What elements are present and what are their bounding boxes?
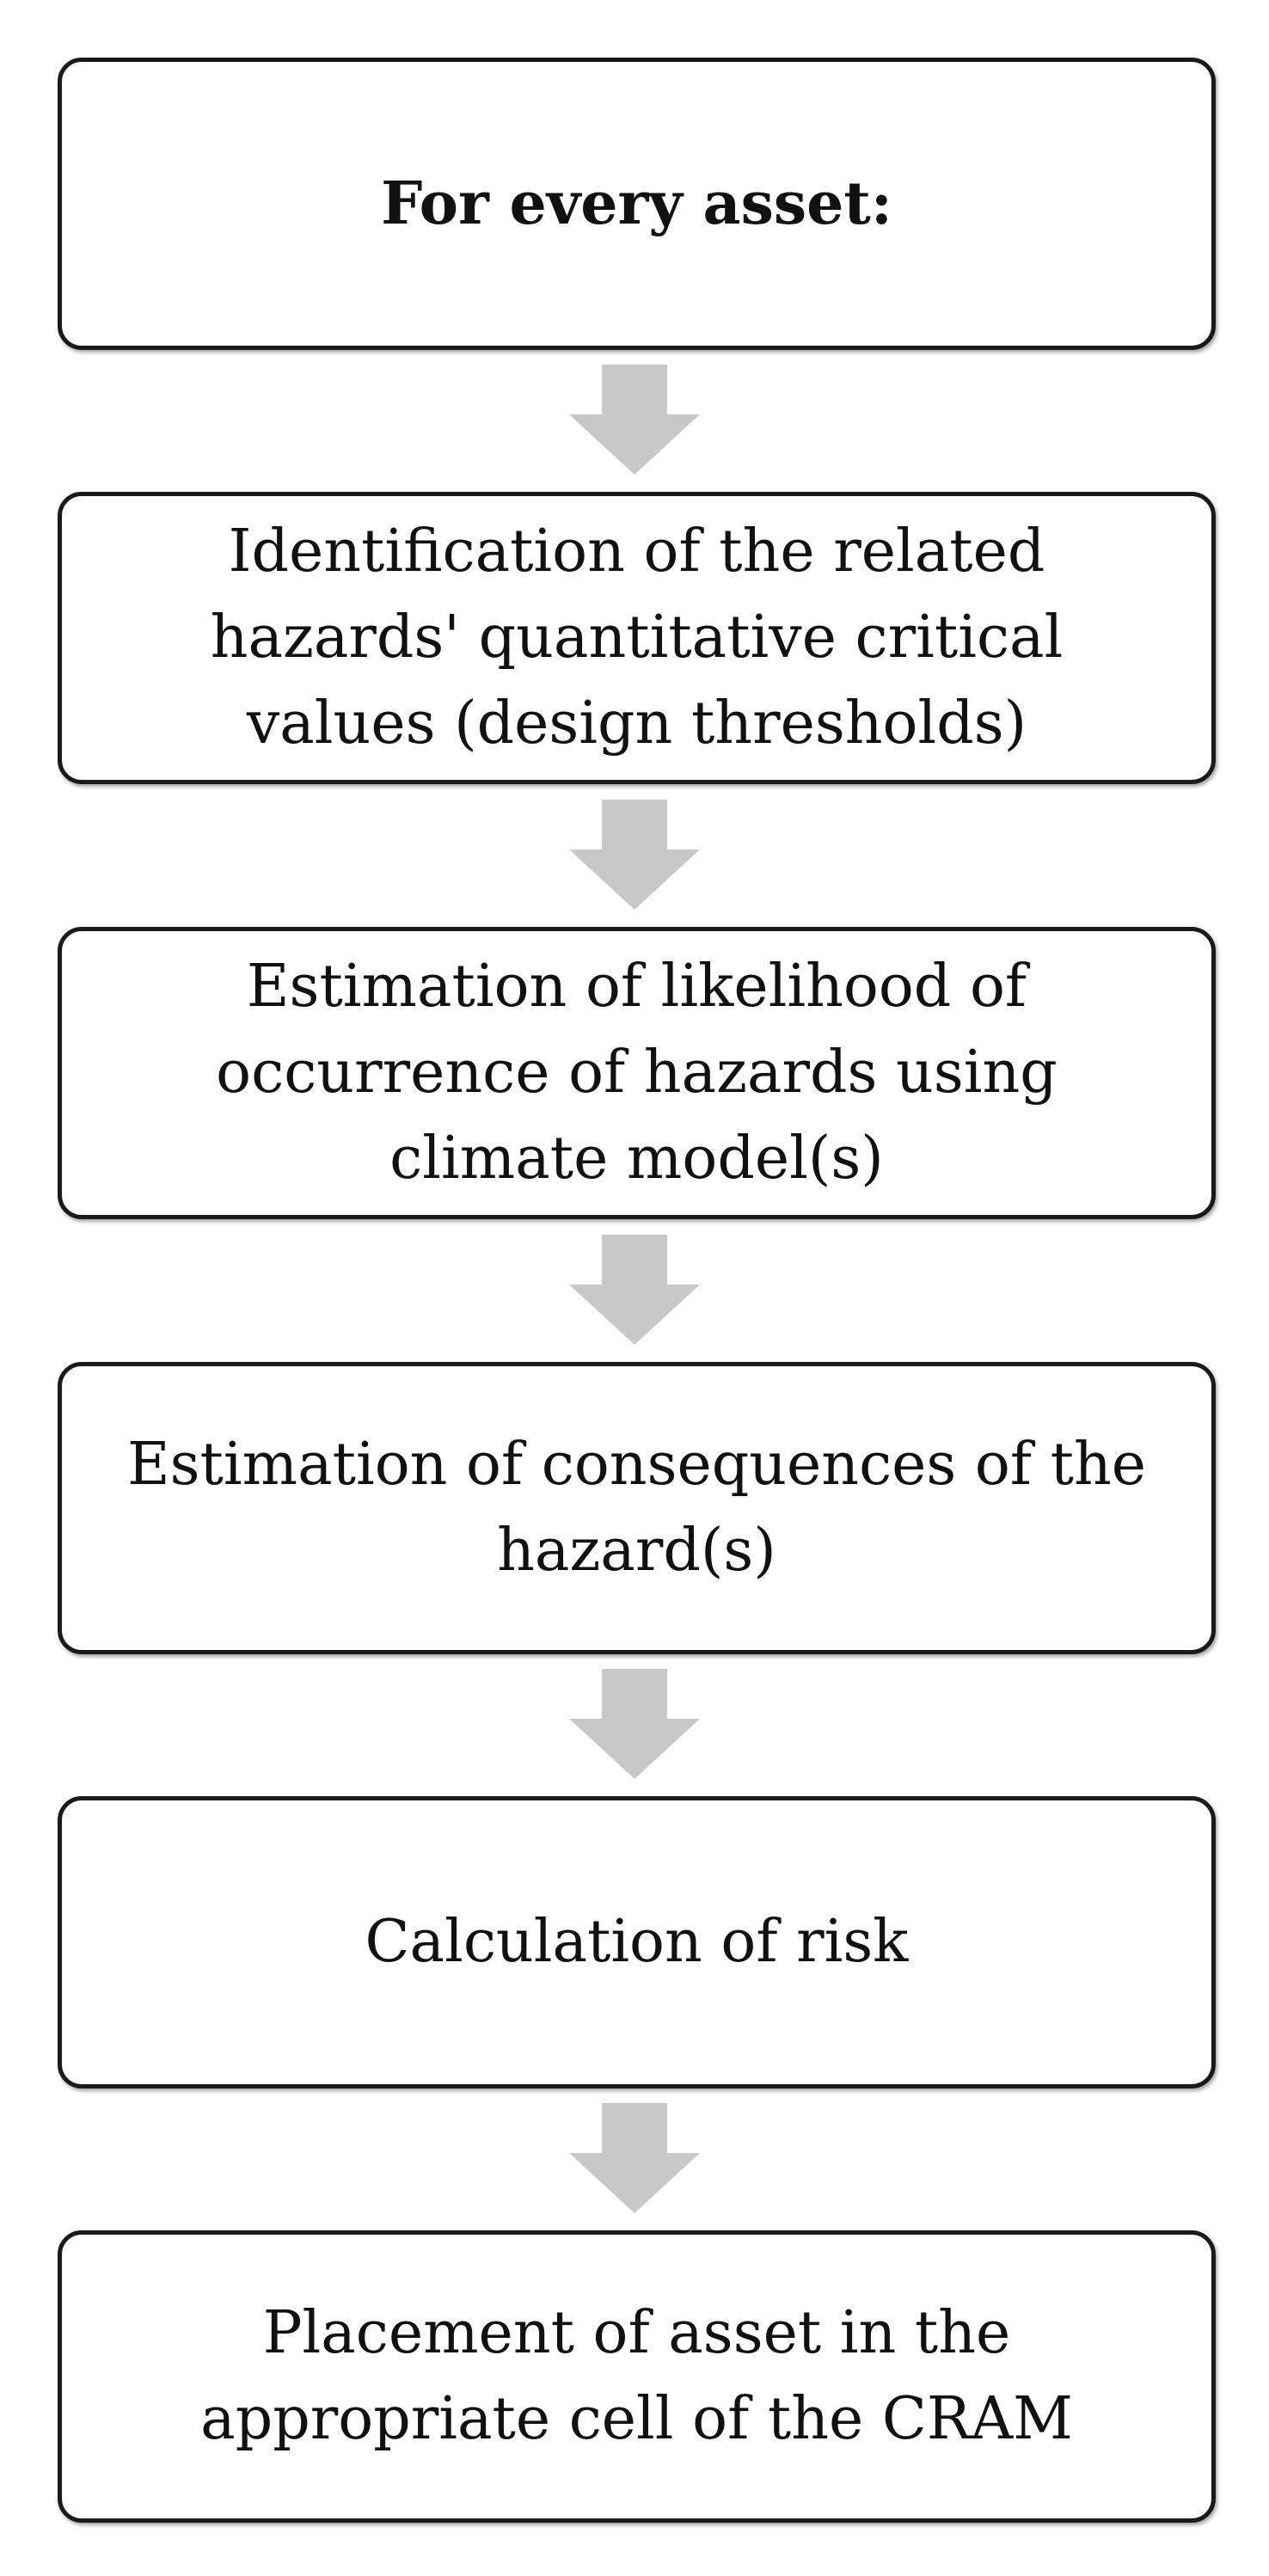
down-arrow-icon [569, 1235, 700, 1345]
step-box-risk-calculation [58, 1796, 1216, 2088]
step-box-identification [58, 492, 1216, 784]
step-label-for-every-asset: For every asset: [381, 169, 892, 238]
down-arrow-icon [569, 365, 700, 475]
down-arrow-icon [569, 1669, 700, 1779]
step-label-identification: Identification of the related hazards' quantitative critical values (design thresholds) [210, 518, 1064, 757]
step-label-likelihood-estimation: Estimation of likelihood of occurrence of hazards using climate model(s) [216, 953, 1058, 1193]
step-label-consequences-estimation: Estimation of consequences of the hazard(s) [126, 1431, 1147, 1585]
step-box-likelihood-estimation [58, 927, 1216, 1219]
step-box-consequences-estimation [58, 1362, 1216, 1654]
step-box-cram-placement [58, 2230, 1216, 2523]
down-arrow-icon [569, 800, 700, 910]
down-arrow-icon [569, 2103, 700, 2213]
step-box-for-every-asset [58, 58, 1216, 350]
step-label-cram-placement: Placement of asset in the appropriate cell of the CRAM [200, 2299, 1073, 2453]
step-label-risk-calculation: Calculation of risk [365, 1908, 909, 1976]
